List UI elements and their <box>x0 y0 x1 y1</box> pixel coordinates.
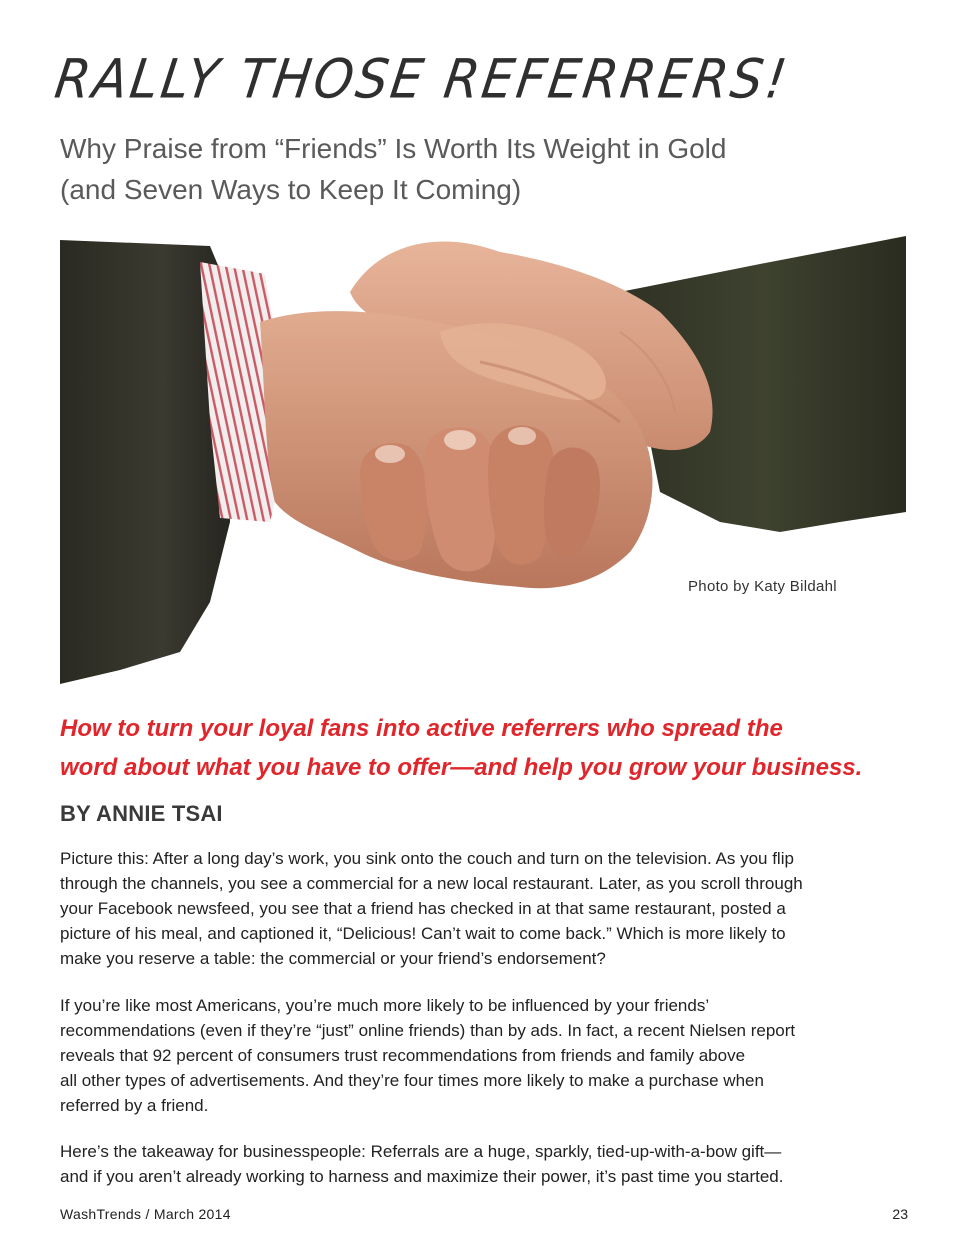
body-line: make you reserve a table: the commercial or your friend’s endorsement? <box>60 949 606 968</box>
body-line: Picture this: After a long day’s work, you sink onto the couch and turn on the television. As you flip <box>60 849 794 868</box>
photo-credit: Photo by Katy Bildahl <box>688 578 837 595</box>
fingernail <box>444 430 476 450</box>
body-paragraph-3 <box>60 1139 910 1189</box>
handshake-photo <box>60 222 906 684</box>
fingernail <box>508 427 536 445</box>
body-line: reveals that 92 percent of consumers trust recommendations from friends and family above <box>60 1046 746 1065</box>
subtitle-line: (and Seven Ways to Keep It Coming) <box>60 174 522 205</box>
body-line: all other types of advertisements. And they’re four times more likely to make a purchase when <box>60 1071 764 1090</box>
fingernail <box>375 445 405 463</box>
handshake-illustration <box>60 222 906 684</box>
article-subtitle <box>60 128 820 210</box>
deck-line: How to turn your loyal fans into active referrers who spread the <box>60 715 783 742</box>
body-paragraph-2 <box>60 993 910 1118</box>
page-number: 23 <box>892 1206 908 1222</box>
body-paragraph-1 <box>60 846 910 971</box>
byline: BY ANNIE TSAI <box>60 801 223 826</box>
body-line: Here’s the takeaway for businesspeople: Referrals are a huge, sparkly, tied-up-with-a-bow gift— <box>60 1142 782 1161</box>
body-line: and if you aren’t already working to harness and maximize their power, it’s past time you started. <box>60 1167 784 1186</box>
footer-publication: WashTrends / March 2014 <box>60 1206 231 1222</box>
article-deck <box>60 709 920 787</box>
article-headline: RALLY THOSE REFERRERS! <box>51 48 794 111</box>
body-line: referred by a friend. <box>60 1096 209 1115</box>
deck-line: word about what you have to offer—and help you grow your business. <box>60 754 863 781</box>
body-line: If you’re like most Americans, you’re much more likely to be influenced by your friends’ <box>60 996 710 1015</box>
body-line: through the channels, you see a commercial for a new local restaurant. Later, as you scroll through <box>60 874 803 893</box>
body-line: picture of his meal, and captioned it, “Delicious! Can’t wait to come back.” Which is more likely to <box>60 924 786 943</box>
subtitle-line: Why Praise from “Friends” Is Worth Its Weight in Gold <box>60 133 727 164</box>
body-line: your Facebook newsfeed, you see that a friend has checked in at that same restaurant, posted a <box>60 899 786 918</box>
body-line: recommendations (even if they’re “just” online friends) than by ads. In fact, a recent Nielsen report <box>60 1021 796 1040</box>
